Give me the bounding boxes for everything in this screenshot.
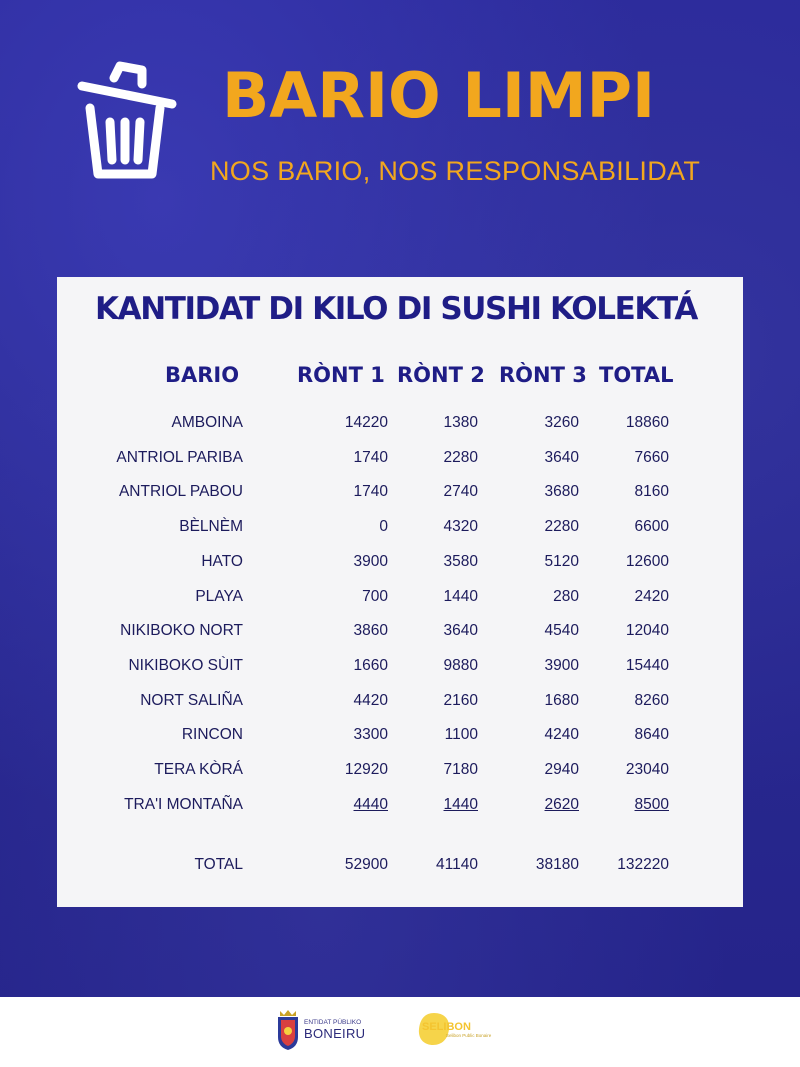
table-cell-r2: 1380 xyxy=(443,414,478,431)
table-cell-r1: 1740 xyxy=(353,483,388,501)
table-cell-bario: TRA'I MONTAÑA xyxy=(124,795,243,813)
table-cell-r1: 3860 xyxy=(353,622,388,640)
table-cell-r3: 3640 xyxy=(544,448,579,466)
selibon-logo-subtext: Selibon Public Bonaire xyxy=(446,1033,492,1038)
logo-caption: ENTIDAT PÚBLIKO xyxy=(304,1019,362,1026)
table-cell-r3: 5120 xyxy=(544,552,579,570)
table-cell-total: 8260 xyxy=(634,691,669,709)
table-cell-total: 6600 xyxy=(634,518,669,536)
table-cell-r2: 1440 xyxy=(443,795,478,813)
table-cell-r2: 9880 xyxy=(443,656,478,674)
table-cell-r3: 4540 xyxy=(544,622,579,640)
table-cell-r3: 280 xyxy=(553,587,579,605)
table-cell-r3: 3260 xyxy=(544,414,579,431)
selibon-logo-text: SELIBON xyxy=(422,1021,471,1033)
table-cell-r2: 3580 xyxy=(443,552,478,570)
column-header-ront-3: RÒNT 3 xyxy=(499,363,587,387)
table-cell-r3: 2620 xyxy=(544,795,579,813)
column-header-ront-1: RÒNT 1 xyxy=(297,363,385,387)
table-cell-bario: PLAYA xyxy=(195,587,243,605)
total-cell-total: 132220 xyxy=(617,856,669,873)
table-cell-r1: 1660 xyxy=(353,656,388,674)
selibon-logo xyxy=(416,1011,492,1049)
boneiru-crest-icon xyxy=(274,1009,302,1051)
table-cell-r2: 3640 xyxy=(443,622,478,640)
table-cell-r1: 12920 xyxy=(344,761,388,778)
column-header-total: TOTAL xyxy=(599,363,674,387)
column-header-ront-2: RÒNT 2 xyxy=(397,363,485,387)
table-cell-r3: 3680 xyxy=(544,483,579,501)
table-cell-r2: 2740 xyxy=(443,483,478,501)
table-cell-r2: 1100 xyxy=(444,726,478,744)
logo-name: BONEIRU xyxy=(304,1026,366,1041)
table-cell-bario: NORT SALIÑA xyxy=(140,691,243,709)
table-cell-total: 23040 xyxy=(625,761,669,778)
results-card xyxy=(57,277,743,907)
table-cell-r2: 7180 xyxy=(443,761,478,778)
table-cell-r1: 3300 xyxy=(353,726,388,744)
table-cell-total: 12600 xyxy=(625,552,669,570)
table-cell-r1: 1740 xyxy=(353,448,388,466)
table-cell-total: 18860 xyxy=(625,414,669,431)
table-cell-r1: 0 xyxy=(379,518,388,536)
table-cell-bario: TERA KÒRÁ xyxy=(154,761,243,778)
table-cell-r3: 1680 xyxy=(544,691,579,709)
table-cell-r2: 1440 xyxy=(443,587,478,605)
table-cell-bario: HATO xyxy=(201,552,243,570)
total-cell-r2: 41140 xyxy=(436,856,478,873)
footer xyxy=(0,997,800,1067)
page-title: BARIO LIMPI xyxy=(222,59,656,132)
table-cell-r2: 2280 xyxy=(443,448,478,466)
table-cell-r1: 700 xyxy=(362,587,388,605)
trash-icon xyxy=(76,60,180,184)
table-cell-r3: 2280 xyxy=(544,518,579,536)
table-cell-bario: ANTRIOL PARIBA xyxy=(116,448,243,466)
table-cell-total: 8640 xyxy=(634,726,669,744)
total-cell-r3: 38180 xyxy=(535,856,579,873)
table-cell-r1: 3900 xyxy=(353,552,388,570)
table-cell-bario: RINCON xyxy=(181,726,243,744)
table-cell-bario: BÈLNÈM xyxy=(179,518,243,536)
table-cell-total: 8160 xyxy=(634,483,669,501)
table-cell-total: 12040 xyxy=(625,622,669,640)
table-cell-bario: ANTRIOL PABOU xyxy=(118,483,243,501)
page-subtitle: NOS BARIO, NOS RESPONSABILIDAT xyxy=(210,156,701,186)
table-cell-r2: 2160 xyxy=(443,691,478,709)
table-cell-total: 8500 xyxy=(634,795,669,813)
entidat-publiko-boneiru-logo xyxy=(274,1009,370,1053)
total-cell-r1: 52900 xyxy=(344,856,388,873)
table-cell-bario: AMBOINA xyxy=(171,414,243,431)
total-cell-label: TOTAL xyxy=(194,856,243,873)
column-header-bario: BARIO xyxy=(165,363,240,387)
table-cell-r3: 3900 xyxy=(544,656,579,674)
table-cell-total: 7660 xyxy=(634,448,669,466)
table-cell-r1: 4420 xyxy=(353,691,388,709)
table-cell-r3: 4240 xyxy=(544,726,579,744)
table-cell-r1: 4440 xyxy=(353,795,388,813)
table-cell-r2: 4320 xyxy=(443,518,478,536)
table-cell-bario: NIKIBOKO SÙIT xyxy=(128,656,243,674)
table-cell-total: 2420 xyxy=(634,587,669,605)
table-cell-r1: 14220 xyxy=(344,414,388,431)
table-cell-total: 15440 xyxy=(625,656,669,674)
table-cell-r3: 2940 xyxy=(544,761,579,778)
table-cell-bario: NIKIBOKO NORT xyxy=(120,622,243,640)
card-title: KANTIDAT DI KILO DI SUSHI KOLEKTÁ xyxy=(95,291,697,327)
